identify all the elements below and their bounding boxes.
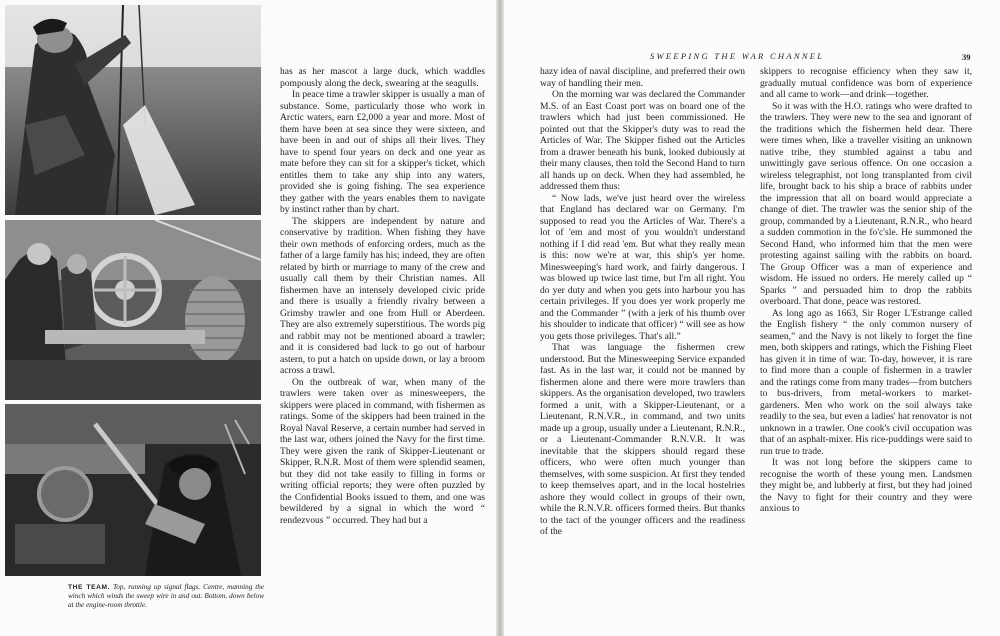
text-column-3 (760, 66, 972, 626)
paragraph: On the morning war was declared the Commander M.S. of an East Coast port was on board one of the trawlers which had just been commissioned. He pointed out that the Skipper's duty was to read the Articles of War. The Skipper fished out the Articles from a drawer beneath his bunk, looked dubiously at their many clauses, then told the Second Hand to turn all hands up on deck. When they had assembled, he addressed them thus: (540, 89, 745, 192)
book-gutter (496, 0, 504, 636)
page-number: 39 (962, 52, 971, 62)
photo-engine-room (5, 404, 261, 576)
paragraph: On the outbreak of war, when many of the trawlers were taken over as minesweepers, the skippers were placed in command, with fishermen as ratings. Some of the skippers had been trained in the Royal Naval Reserve, a certain number had served in the last war, others joined the Navy for the first time. They were given the rank of Skipper-Lieutenant or Skipper, R.N.R. Most of them were splendid seamen, but they did not take easily to filling in forms or writing official reports; they were often puzzled by the Confidential Books issued to them, and one was bewildered by a signal in which the word “ rendezvous ” occurred. They had but a (280, 376, 485, 526)
paragraph: hazy idea of naval discipline, and preferred their own way of handling their men. (540, 66, 745, 89)
paragraph: skippers to recognise efficiency when they saw it, gradually mutual confidence was born of experience and all came to work—and drink—together. (760, 66, 972, 100)
caption-label: THE TEAM. (68, 584, 111, 591)
paragraph: As long ago as 1663, Sir Roger L'Estrange called the English fishery “ the only common nursery of seamen,” and the Navy is not likely to forget the fine men, both skippers and ratings, which the Fishing Fleet has given it in time of war. To-day, however, it is rare to find more than a couple of fishermen in a trawler and the ratings come from many trades—from butchers to bus-drivers, from metal-workers to market-gardeners. Men who work on the soil always take readily to the sea, but even a ladies' hat renovator is not unknown in a trawler. One cook's civil occupation was that of an asphalt-mixer. His rice-puddings were said to run true to trade. (760, 307, 972, 457)
photo-winch-crew (5, 220, 261, 400)
paragraph: “ Now lads, we've just heard over the wireless that England has declared war on Germany. I'm supposed to read you the Articles of War. There's a lot of 'em and most of you wouldn't understand nothing if I did read 'em. But what they really mean is this: now we're at war, this ship's yer home. Minesweeping's hard work, and fairly dangerous. I was blowed up twice last time, but I'm all right. You do yer duty and when you gets into harbour you has certain privileges. If you does yer work properly me and the Commander ” (with a jerk of his thumb over his shoulder to indicate that officer) “ will see as how you gets those privileges. That's all.” (540, 192, 745, 342)
paragraph: So it was with the H.O. ratings who were drafted to the trawlers. They were new to the sea and ignorant of the traditions which the fishermen held dear. There were times when, like a traveller visiting an unknown native tribe, they stumbled against a tabu and unwittingly gave serious offence. On one occasion a wireless telegraphist, not long transplanted from civil life, brought back to his ship a brace of rabbits under the impression that all on board would appreciate a change of diet. The trawler was the senior ship of the group, commanded by a Lieutenant, R.N.R., who heard a sudden commotion in the fo'c'sle. He summoned the Second Hand, who informed him that the men were protesting against sailing with the rabbits on board. The Group Officer was a man of experience and wisdom. He issued no orders. He merely called up “ Sparks ” and persuaded him to drop the rabbits overboard. That done, peace was restored. (760, 100, 972, 307)
paragraph: That was language the fishermen crew understood. But the Minesweeping Service expanded fast. As in the last war, it could not be manned by fishermen alone and there were more trawlers than skippers. As the organisation developed, two trawlers formed a unit, with a Skipper-Lieutenant, or a Lieutenant, R.N.V.R., in command, and two units made up a group, usually under a Lieutenant, R.N.R., or a Lieutenant-Commander R.N.V.R. It was inevitable that the skippers should regard these officers, who were often much younger than themselves, with some suspicion. At first they tended to keep themselves apart, and in the local hostelries ashore they would collect in groups of their own, while the R.N.V.R. officers formed theirs. But thanks to the tact of the younger officers and the readiness of the (540, 342, 745, 537)
paragraph: It was not long before the skippers came to recognise the worth of these young men. Landsmen they might be, and lubberly at first, but they had joined the Navy to fight for their country and they were anxious to (760, 457, 972, 514)
paragraph: has as her mascot a large duck, which waddles pompously along the deck, swearing at the seagulls. (280, 66, 485, 89)
paragraph: In peace time a trawler skipper is usually a man of substance. Some, particularly those who work in Arctic waters, earn £2,000 a year and more. Most of them have been at sea since they were sixteen, and have been in and out of ships all their lives. They have to spend four years on deck and one year as mate before they can sit for a skipper's ticket, which entitles them to take any ship into any waters, provided she is going fishing. The sea experience they gather with the years enables them to navigate by instinct rather than by chart. (280, 89, 485, 215)
caption-text: Top, running up signal flags. Centre, manning the winch which winds the sweep wire in and out. Bottom, down below at the engine-room throttle. (68, 583, 264, 610)
paragraph: The skippers are independent by nature and conservative by tradition. When fishing they have their own methods of enforcing orders, much as the father of a large family has his; indeed, they are often related by birth or marriage to many of the crew and usually call them by their Christian names. All fishermen have an intensely developed civic pride and there is usually a friendly rivalry between a Grimsby trawler and one from Hull or Aberdeen. They are also extremely superstitious. The words pig and rabbit may not be mentioned aboard a trawler; and it is considered bad luck to go out of harbour astern, to put a hatch on upside down, or lay a broom across a trawl. (280, 215, 485, 376)
running-head: SWEEPING THE WAR CHANNEL (650, 51, 825, 61)
text-column-1 (280, 66, 485, 626)
photo-signal-flags (5, 5, 261, 215)
text-column-2 (540, 66, 745, 626)
photo-caption (68, 583, 264, 611)
